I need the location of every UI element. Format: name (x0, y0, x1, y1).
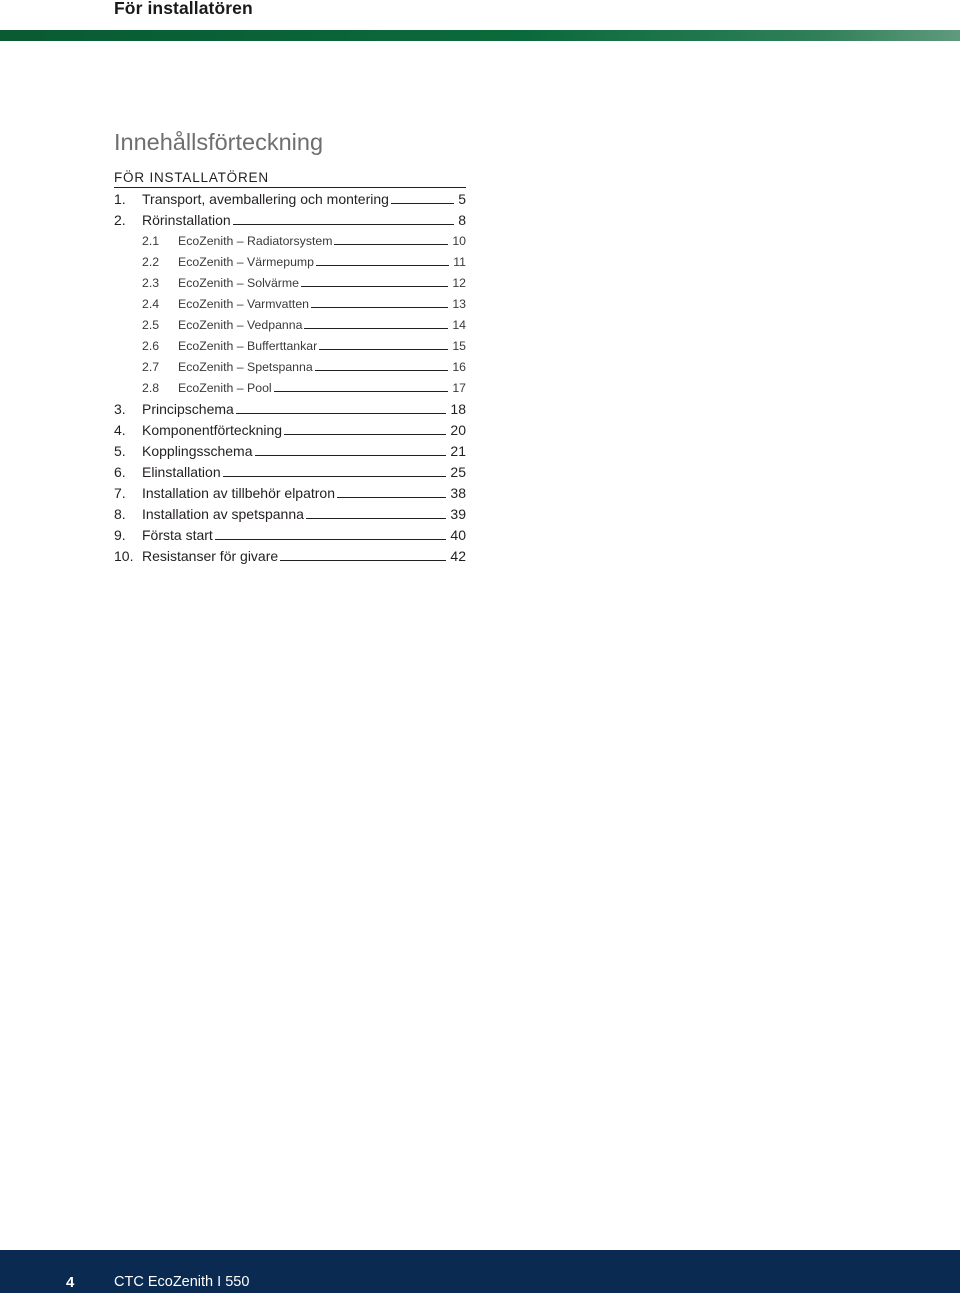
toc-entry-number: 10. (114, 548, 134, 564)
toc-leader-line (255, 454, 447, 456)
toc-entry-page: 21 (450, 443, 466, 459)
toc-leader-line (306, 517, 447, 519)
toc-leader-line (215, 538, 447, 540)
toc-entry-number: 2.8 (142, 381, 160, 395)
toc-entry-number: 5. (114, 443, 126, 459)
toc-entry[interactable] (114, 293, 466, 314)
toc-leader-line (334, 243, 448, 245)
toc-entry-title: EcoZenith – Spetspanna (178, 360, 313, 374)
toc-entry-page: 15 (452, 339, 466, 353)
toc-entry[interactable] (114, 524, 466, 545)
toc-leader-line (280, 559, 446, 561)
toc-leader-line (319, 348, 448, 350)
toc-entry[interactable] (114, 419, 466, 440)
toc-entry-title: EcoZenith – Radiatorsystem (178, 234, 333, 248)
toc-entry-title: Installation av tillbehör elpatron (142, 485, 336, 501)
toc-entry-number: 2.4 (142, 297, 160, 311)
toc-entry-page: 25 (450, 464, 466, 480)
toc-entry-page: 18 (450, 401, 466, 417)
toc-entry-number: 2.6 (142, 339, 160, 353)
toc-entry[interactable] (114, 188, 466, 209)
toc-entry-title: EcoZenith – Pool (178, 381, 272, 395)
toc-leader-line (236, 412, 447, 414)
toc-entry-number: 9. (114, 527, 126, 543)
toc-entry[interactable] (114, 461, 466, 482)
toc-entry-title: EcoZenith – Bufferttankar (178, 339, 318, 353)
page-header-title: För installatören (114, 0, 253, 18)
toc-entry-number: 4. (114, 422, 126, 438)
toc-entry-page: 39 (450, 506, 466, 522)
toc-leader-line (315, 369, 449, 371)
toc-entry-page: 5 (458, 191, 466, 207)
toc-entry-title: EcoZenith – Vedpanna (178, 318, 303, 332)
toc-entry-number: 6. (114, 464, 126, 480)
toc-entry-title: EcoZenith – Värmepump (178, 255, 315, 269)
toc-entry[interactable] (114, 335, 466, 356)
toc-entry-page: 17 (452, 381, 466, 395)
toc-entry[interactable] (114, 209, 466, 230)
footer-product-name: CTC EcoZenith I 550 (114, 1274, 250, 1290)
toc-entry-number: 2.2 (142, 255, 160, 269)
toc-entry-title: EcoZenith – Varmvatten (178, 297, 310, 311)
toc-entry-page: 11 (453, 255, 466, 269)
toc-entry[interactable] (114, 251, 466, 272)
toc-entry-number: 2. (114, 212, 126, 228)
toc-entry-page: 10 (452, 234, 466, 248)
toc-entry-number: 2.1 (142, 234, 160, 248)
toc-entry-number: 2.5 (142, 318, 160, 332)
toc-entry-title: Principschema (142, 401, 234, 417)
toc-entry[interactable] (114, 314, 466, 335)
toc-entry[interactable] (114, 545, 466, 566)
toc-entry-title: Resistanser för givare (142, 548, 279, 564)
table-of-contents (114, 188, 466, 566)
toc-entry-title: EcoZenith – Solvärme (178, 276, 299, 290)
toc-entry-page: 13 (452, 297, 466, 311)
toc-heading: Innehållsförteckning (114, 128, 324, 155)
toc-entry-page: 14 (452, 318, 466, 332)
header-accent-bar (0, 30, 960, 41)
toc-entry-page: 16 (452, 360, 466, 374)
toc-entry[interactable] (114, 398, 466, 419)
toc-leader-line (233, 223, 454, 225)
toc-entry-number: 2.3 (142, 276, 160, 290)
toc-leader-line (284, 433, 446, 435)
toc-entry[interactable] (114, 272, 466, 293)
toc-entry-page: 38 (450, 485, 466, 501)
toc-entry[interactable] (114, 440, 466, 461)
toc-entry-title: Rörinstallation (142, 212, 231, 228)
toc-entry[interactable] (114, 377, 466, 398)
toc-entry-title: Kopplingsschema (142, 443, 253, 459)
toc-entry[interactable] (114, 356, 466, 377)
toc-leader-line (274, 390, 449, 392)
toc-entry-page: 12 (452, 276, 466, 290)
toc-leader-line (316, 264, 449, 266)
toc-leader-line (337, 496, 446, 498)
toc-entry-title: Elinstallation (142, 464, 221, 480)
toc-entry-page: 42 (450, 548, 466, 564)
toc-entry-title: Första start (142, 527, 213, 543)
toc-entry[interactable] (114, 230, 466, 251)
toc-entry-number: 2.7 (142, 360, 160, 374)
toc-entry[interactable] (114, 482, 466, 503)
toc-entry-title: Transport, avemballering och montering (142, 191, 389, 207)
toc-entry-title: Installation av spetspanna (142, 506, 304, 522)
toc-entry-title: Komponentförteckning (142, 422, 283, 438)
toc-entry-page: 20 (450, 422, 466, 438)
toc-entry-number: 7. (114, 485, 126, 501)
toc-entry[interactable] (114, 503, 466, 524)
toc-leader-line (391, 202, 454, 204)
toc-entry-number: 3. (114, 401, 126, 417)
toc-entry-number: 1. (114, 191, 126, 207)
footer-page-number: 4 (66, 1274, 75, 1291)
toc-leader-line (311, 306, 448, 308)
toc-entry-page: 8 (458, 212, 466, 228)
toc-entry-page: 40 (450, 527, 466, 543)
toc-entry-number: 8. (114, 506, 126, 522)
toc-leader-line (301, 285, 448, 287)
toc-leader-line (304, 327, 448, 329)
toc-leader-line (223, 475, 447, 477)
toc-section-label: FÖR INSTALLATÖREN (114, 170, 466, 188)
